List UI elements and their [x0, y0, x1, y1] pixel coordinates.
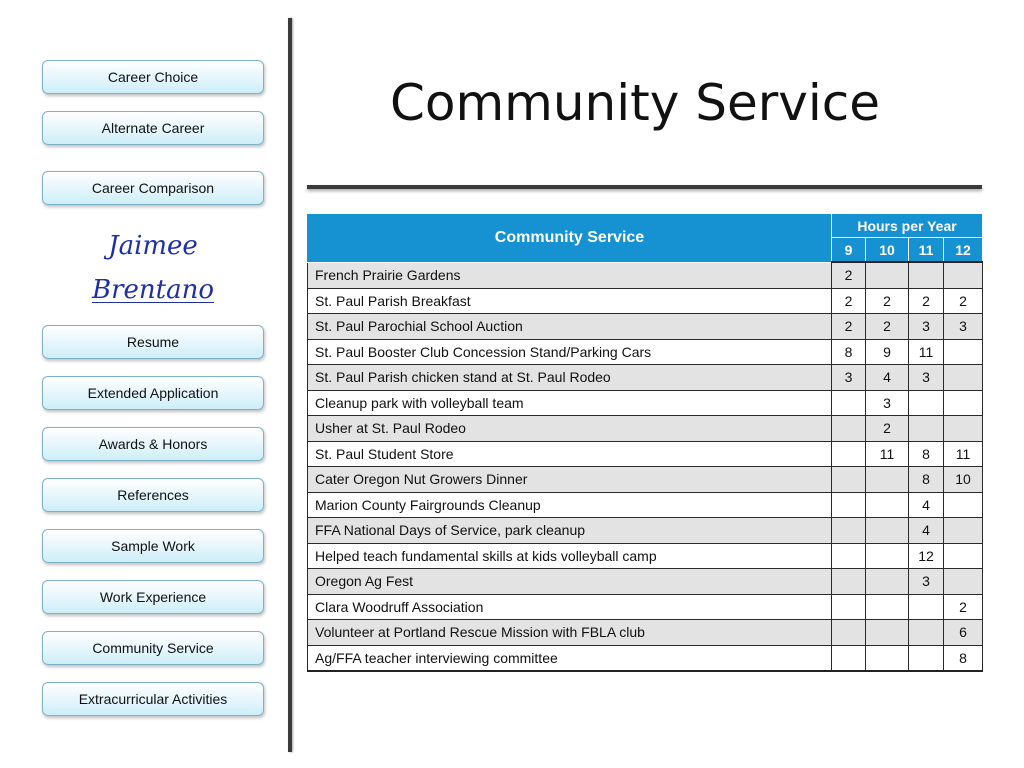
hours-cell — [832, 543, 866, 569]
table-body — [308, 262, 983, 671]
activity-cell: Marion County Fairgrounds Cleanup — [308, 492, 832, 518]
activity-cell: Helped teach fundamental skills at kids volleyball camp — [308, 543, 832, 569]
hours-cell — [909, 262, 944, 288]
activity-cell: St. Paul Parish Breakfast — [308, 288, 832, 314]
activity-cell: St. Paul Parish chicken stand at St. Paul Rodeo — [308, 365, 832, 391]
hours-cell: 12 — [909, 543, 944, 569]
nav-career-choice-button[interactable]: Career Choice — [42, 60, 264, 94]
nav-alternate-career-button[interactable]: Alternate Career — [42, 111, 264, 145]
hours-cell — [832, 518, 866, 544]
nav-extended-application-button[interactable]: Extended Application — [42, 376, 264, 410]
page-title: Community Service — [389, 74, 881, 132]
hours-cell: 10 — [944, 467, 983, 493]
hours-cell: 3 — [909, 314, 944, 340]
nav-work-experience-button[interactable]: Work Experience — [42, 580, 264, 614]
hours-cell — [944, 569, 983, 595]
hours-cell — [944, 518, 983, 544]
activity-cell: St. Paul Parochial School Auction — [308, 314, 832, 340]
hours-cell — [944, 365, 983, 391]
activity-cell: FFA National Days of Service, park cleanup — [308, 518, 832, 544]
activity-cell: Usher at St. Paul Rodeo — [308, 416, 832, 442]
nav-resume-button[interactable]: Resume — [42, 325, 264, 359]
hours-cell: 3 — [909, 365, 944, 391]
hours-cell: 9 — [866, 339, 909, 365]
table-row — [308, 543, 983, 569]
hours-cell — [832, 569, 866, 595]
activity-cell: Clara Woodruff Association — [308, 594, 832, 620]
hours-cell — [944, 543, 983, 569]
table-row — [308, 518, 983, 544]
nav-extracurricular-activities-button[interactable]: Extracurricular Activities — [42, 682, 264, 716]
hours-cell: 8 — [909, 441, 944, 467]
hours-cell — [866, 645, 909, 671]
activity-cell: Ag/FFA teacher interviewing committee — [308, 645, 832, 671]
hours-cell: 2 — [866, 288, 909, 314]
hours-cell — [832, 645, 866, 671]
hours-cell — [909, 416, 944, 442]
hours-cell — [832, 416, 866, 442]
hours-cell: 11 — [944, 441, 983, 467]
vertical-divider — [288, 18, 292, 752]
nav-career-comparison-button[interactable]: Career Comparison — [42, 171, 264, 205]
hours-cell — [866, 467, 909, 493]
nav-community-service-button[interactable]: Community Service — [42, 631, 264, 665]
hours-cell: 8 — [909, 467, 944, 493]
table-row — [308, 365, 983, 391]
table-header-year: 12 — [944, 238, 983, 263]
activity-cell: Cleanup park with volleyball team — [308, 390, 832, 416]
hours-cell — [832, 390, 866, 416]
hours-cell — [832, 467, 866, 493]
hours-cell — [944, 416, 983, 442]
hours-cell: 4 — [866, 365, 909, 391]
hours-cell: 2 — [944, 594, 983, 620]
hours-cell: 8 — [944, 645, 983, 671]
hours-cell — [832, 594, 866, 620]
title-divider — [307, 185, 982, 189]
nav-references-button[interactable]: References — [42, 478, 264, 512]
activity-cell: Cater Oregon Nut Growers Dinner — [308, 467, 832, 493]
hours-cell: 2 — [832, 288, 866, 314]
activity-cell: Oregon Ag Fest — [308, 569, 832, 595]
hours-cell: 3 — [866, 390, 909, 416]
table-header-hours-per-year: Hours per Year — [832, 214, 983, 238]
table-row — [308, 288, 983, 314]
hours-cell — [866, 492, 909, 518]
activity-cell: St. Paul Booster Club Concession Stand/Parking Cars — [308, 339, 832, 365]
hours-cell — [866, 594, 909, 620]
hours-cell — [909, 645, 944, 671]
hours-cell: 3 — [832, 365, 866, 391]
table-header-year: 11 — [909, 238, 944, 263]
hours-cell — [832, 441, 866, 467]
table-row — [308, 492, 983, 518]
table-header-year: 10 — [866, 238, 909, 263]
activity-cell: Volunteer at Portland Rescue Mission with FBLA club — [308, 620, 832, 646]
table-header-activity: Community Service — [308, 214, 832, 263]
hours-cell: 4 — [909, 492, 944, 518]
table-row — [308, 467, 983, 493]
table-row — [308, 569, 983, 595]
hours-cell — [909, 390, 944, 416]
hours-cell: 2 — [866, 314, 909, 340]
hours-cell — [944, 262, 983, 288]
hours-cell: 11 — [866, 441, 909, 467]
table-row — [308, 262, 983, 288]
hours-cell — [909, 594, 944, 620]
hours-cell — [866, 543, 909, 569]
table-row — [308, 594, 983, 620]
table-row — [308, 441, 983, 467]
logo-last-name[interactable]: Brentano — [91, 275, 214, 305]
hours-cell: 3 — [909, 569, 944, 595]
table-header-year: 9 — [832, 238, 866, 263]
hours-cell: 6 — [944, 620, 983, 646]
hours-cell — [866, 569, 909, 595]
hours-cell — [866, 518, 909, 544]
hours-cell — [832, 492, 866, 518]
activity-cell: St. Paul Student Store — [308, 441, 832, 467]
hours-cell: 2 — [866, 416, 909, 442]
nav-sample-work-button[interactable]: Sample Work — [42, 529, 264, 563]
hours-cell — [866, 262, 909, 288]
hours-cell — [909, 620, 944, 646]
activity-cell: French Prairie Gardens — [308, 262, 832, 288]
hours-cell — [832, 620, 866, 646]
hours-cell — [866, 620, 909, 646]
hours-cell: 2 — [909, 288, 944, 314]
hours-cell: 3 — [944, 314, 983, 340]
table-row — [308, 314, 983, 340]
hours-cell: 8 — [832, 339, 866, 365]
table-row — [308, 645, 983, 671]
table-row — [308, 339, 983, 365]
table-row — [308, 620, 983, 646]
hours-cell: 4 — [909, 518, 944, 544]
nav-awards-honors-button[interactable]: Awards & Honors — [42, 427, 264, 461]
hours-cell — [944, 492, 983, 518]
community-service-table — [307, 213, 983, 672]
hours-cell: 11 — [909, 339, 944, 365]
hours-cell: 2 — [832, 314, 866, 340]
hours-cell: 2 — [944, 288, 983, 314]
hours-cell — [944, 390, 983, 416]
hours-cell: 2 — [832, 262, 866, 288]
logo-first-name: Jaimee — [108, 231, 198, 261]
table-row — [308, 390, 983, 416]
table-row — [308, 416, 983, 442]
hours-cell — [944, 339, 983, 365]
